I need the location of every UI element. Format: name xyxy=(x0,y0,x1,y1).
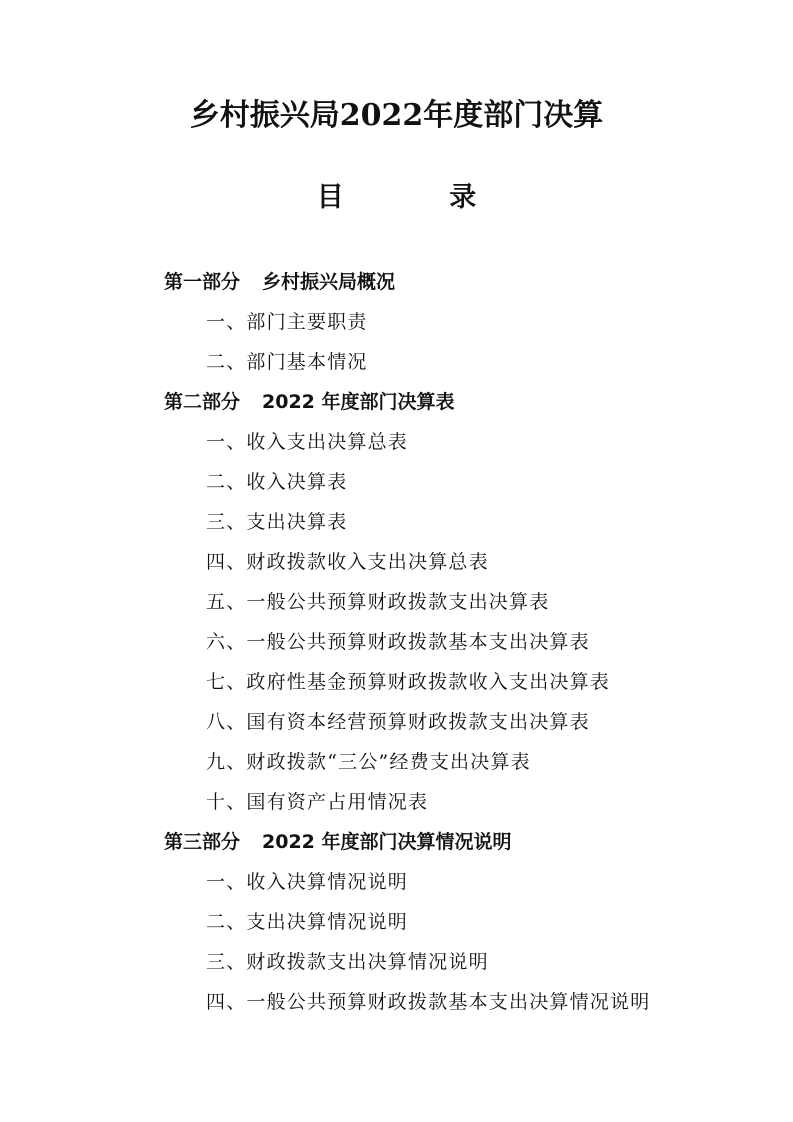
toc-item[interactable]: 一、收入决算情况说明 xyxy=(206,871,409,893)
toc-part-1[interactable] xyxy=(164,270,395,294)
toc-part-3-title: 2022 年度部门决算情况说明 xyxy=(262,831,512,853)
toc-item[interactable]: 三、支出决算表 xyxy=(206,511,348,533)
toc-item[interactable]: 五、一般公共预算财政拨款支出决算表 xyxy=(206,591,550,613)
toc-heading: 目 录 xyxy=(316,182,525,213)
toc-part-2[interactable] xyxy=(164,390,455,414)
toc-part-1-label: 第一部分 xyxy=(164,271,241,293)
toc-item[interactable]: 一、部门主要职责 xyxy=(206,311,368,333)
toc-part-2-title: 2022 年度部门决算表 xyxy=(262,391,455,413)
toc-item[interactable]: 三、财政拨款支出决算情况说明 xyxy=(206,951,489,973)
toc-item[interactable]: 四、一般公共预算财政拨款基本支出决算情况说明 xyxy=(206,991,651,1013)
toc-item[interactable]: 二、部门基本情况 xyxy=(206,351,368,373)
toc-part-1-title: 乡村振兴局概况 xyxy=(262,271,396,293)
toc-part-3[interactable] xyxy=(164,830,512,854)
toc-item[interactable]: 十、国有资产占用情况表 xyxy=(206,791,429,813)
toc-item[interactable]: 八、国有资本经营预算财政拨款支出决算表 xyxy=(206,711,590,733)
toc-item[interactable]: 一、收入支出决算总表 xyxy=(206,431,409,453)
toc-part-2-label: 第二部分 xyxy=(164,391,241,413)
toc-item[interactable]: 四、财政拨款收入支出决算总表 xyxy=(206,551,489,573)
document-title: 乡村振兴局2022年度部门决算 xyxy=(189,98,604,133)
toc-item[interactable]: 七、政府性基金预算财政拨款收入支出决算表 xyxy=(206,671,611,693)
toc-item[interactable]: 二、收入决算表 xyxy=(206,471,348,493)
toc-item[interactable]: 九、财政拨款“三公”经费支出决算表 xyxy=(206,751,531,773)
toc-item[interactable]: 二、支出决算情况说明 xyxy=(206,911,409,933)
toc-item[interactable]: 六、一般公共预算财政拨款基本支出决算表 xyxy=(206,631,590,653)
toc-part-3-label: 第三部分 xyxy=(164,831,241,853)
